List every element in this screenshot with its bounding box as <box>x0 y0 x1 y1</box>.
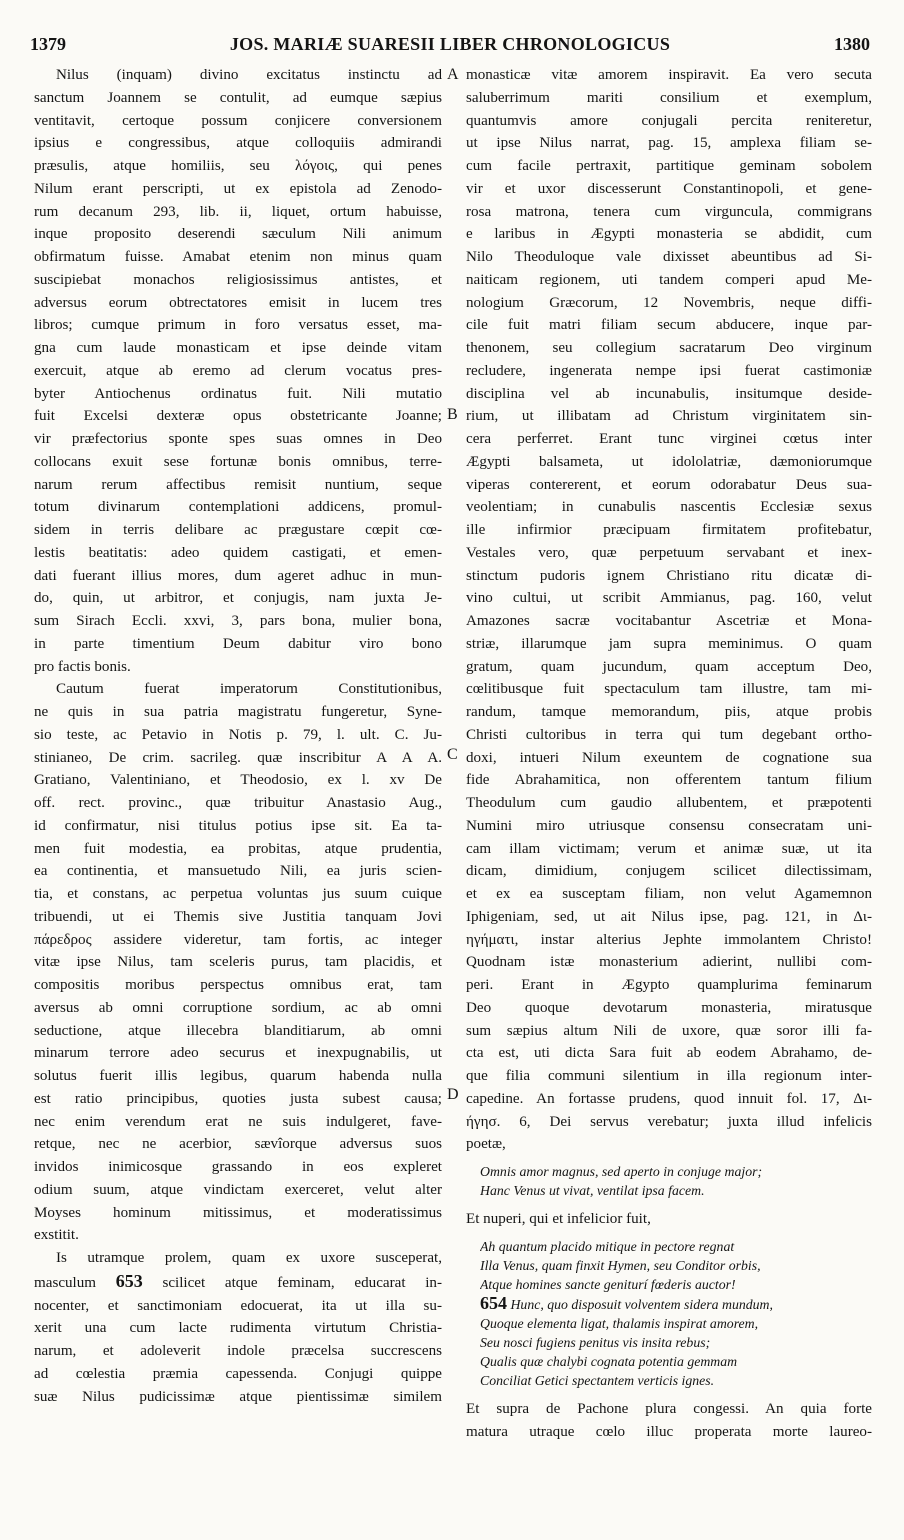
text-line: obfirmatum fuisse. Amabat etenim non minus quam <box>34 249 442 265</box>
text-line: poetæ, <box>466 1136 506 1153</box>
text-line: stinctum pudoris ignem Christiano ritu dicatæ di- <box>466 567 872 584</box>
text-line: ventitavit, certoque possum conjicere conversionem <box>34 112 442 129</box>
text-line: adversus eorum obtrectatores emisit in lucem tres <box>34 294 442 311</box>
text-line: πάρεδρος assidere videretur, tam fortis, ac integer <box>34 931 442 948</box>
text-line: ηγήματι, instar alterius Jephte immolantem Christo! <box>466 931 872 948</box>
text-line: odium suum, atque vindictam exerceret, velut alter <box>34 1181 442 1198</box>
paragraph-1 <box>34 64 442 678</box>
text-line: præsulis, atque homiliis, seu λόγοις, qui penes <box>34 158 442 174</box>
text-line: dati fuerant illius mores, dum ageret adhuc in mun- <box>34 567 442 584</box>
text-line: vir præfectorius sponte spes suas omnes in Deo <box>34 431 442 447</box>
text-line: tribuendi, ut ei Themis sive Justitia tanquam Jovi <box>34 908 442 925</box>
text-line: capedine. An fortasse prudens, quod innuit fol. 17, Δι- <box>466 1090 872 1107</box>
text-line: do, quin, ut arbitror, et conjugis, nam juxta Je- <box>34 590 442 607</box>
text-line: et ex ea susceptam filiam, non velut Agamemnon <box>466 886 872 902</box>
margin-letter-b: B <box>447 406 458 423</box>
text-line: men fuit modestia, ea probitas, atque prudentia, <box>34 840 442 857</box>
paragraph-2 <box>34 678 442 1247</box>
text-line: Hanc Venus ut vivat, ventilat ipsa facem. <box>480 1183 705 1198</box>
text-line: ut ipse Nilus narrat, pag. 15, amplexa filiam se- <box>466 135 872 152</box>
verse-quotation-1 <box>466 1162 872 1200</box>
text-line: Gratiano, Valentiniano, et Theodosio, ex l. xv De <box>34 772 442 789</box>
text-line: seductione, atque illecebra blanditiarum, ab omni <box>34 1022 442 1039</box>
text-line: thenonem, seu collegium sacratarum Deo virginum <box>466 340 872 356</box>
text-line: doxi, intueri Nilum exeuntem de cognatione sua <box>466 749 872 766</box>
verse-line-with-number <box>480 1294 872 1314</box>
text-line: recludere, ingenerata nempe ipsi fuerat castimoniæ <box>466 362 872 379</box>
text-line: byter Antiochenus ordinatus fuit. Nili mutatio <box>34 385 442 402</box>
text-line: Nilum erant perscripti, ut ex epistola ad Zenodo- <box>34 180 442 197</box>
text-line: nec enim verendum erat ne suis indulgeret, fave- <box>34 1113 442 1130</box>
text-line: ήγησ. 6, Dei servus verebatur; juxta illud infelicis <box>466 1113 872 1130</box>
text-line: Cautum fuerat imperatorum Constitutionibus, <box>56 681 442 698</box>
text-line: id confirmatur, nisi titulus potius ipse sit. Ea ta- <box>34 817 442 834</box>
text-line: Atque homines sancte geniturí fœderis auctor! <box>480 1276 736 1292</box>
text-line: Quoque elementa ligat, thalamis inspirat amorem, <box>480 1315 759 1331</box>
text-line: compositis moribus perspectus omnibus erat, tam <box>34 977 442 993</box>
right-column <box>466 64 872 1443</box>
text-line: narum, et adoleverit indole præcelsa succrescens <box>34 1343 442 1359</box>
text-line: sanctum Joannem se contulit, ad eumque sæpius <box>34 89 442 106</box>
text-line: masculum 653 scilicet atque feminam, educarat in- <box>34 1270 442 1291</box>
text-line: Christi cultoribus in terra qui tum degebant ortho- <box>466 726 872 743</box>
text-line: vino cultui, ut scribit Ammianus, pag. 160, velut <box>466 590 872 607</box>
text-line: pro factis bonis. <box>34 658 131 675</box>
text-line: tia, et constans, ac perpetua voluntas jus suum cuique <box>34 886 442 902</box>
text-line: fide Abrahamitica, non offerentem tantum filium <box>466 772 872 789</box>
text-line: ne quis in sua patria magistratu fungeretur, Syne- <box>34 704 442 720</box>
text-line: gna cum laude monasticam et ipse deinde vitam <box>34 340 442 356</box>
verse-quotation-2 <box>466 1237 872 1390</box>
text-line: disciplina vel ab incunabulis, insitumque deside- <box>466 385 872 402</box>
text-line: suæ Nilus pudicissimæ atque pientissimæ similem <box>34 1388 442 1405</box>
text-line: Is utramque prolem, quam ex uxore susceperat, <box>56 1250 442 1266</box>
text-line: exstitit. <box>34 1227 79 1244</box>
text-line: libros; cumque primum in foro versatus esset, ma- <box>34 317 442 334</box>
text-line: est ratio principibus, quoties justa subest causa; <box>34 1090 442 1107</box>
text-line: aversus ab omni corruptione sordium, ac ab omni <box>34 999 442 1016</box>
text-line: ea continentia, et mansuetudo Nili, ea juris scien- <box>34 863 442 880</box>
text-line: minarum terrore adeo securus et inexpugnabilis, ut <box>34 1045 442 1062</box>
text-line: Omnis amor magnus, sed aperto in conjuge major; <box>480 1164 763 1179</box>
text-line: sum sæpius altum Nili de uxore, quæ soror illi fa- <box>466 1022 872 1039</box>
text-line: Et supra de Pachone plura congessi. An quia forte <box>466 1400 872 1417</box>
text-line: vitæ ipse Nilus, tam sceleris purus, tam placidis, et <box>34 954 442 971</box>
text-line: monasticæ vitæ amorem inspiravit. Ea vero secuta <box>466 67 872 83</box>
text-line: e laribus in Ægypti monasteria se abdidit, cum <box>466 226 872 243</box>
text-line: dicam, dimidium, conjugem scilicet dilectissimam, <box>466 863 872 880</box>
text-line: Nilus (inquam) divino excitatus instinctu ad <box>56 67 442 83</box>
text-line: Seu nosci fugiens penitus vis insita rebus; <box>480 1334 711 1350</box>
text-line: exercuit, atque ab eremo ad clerum vocatus pres- <box>34 362 442 379</box>
text-line: sum Sirach Eccli. xxvi, 3, pars bona, mulier bona, <box>34 613 442 629</box>
text-line: sidem in terris delibare ac prægustare cœpit cœ- <box>34 522 442 538</box>
text-line: cera perferret. Erant tunc virginei cœtus inter <box>466 431 872 447</box>
text-line: saluberrimum mariti consilium et exemplum, <box>466 89 872 106</box>
text-line: vir et uxor discesserunt Constantinopoli, et gene- <box>466 180 872 197</box>
text-line: Amazones sacræ vocitabantur Ascetriæ et Mona- <box>466 613 872 629</box>
text-line: que filia communi silentium in illa regionum inter- <box>466 1068 872 1084</box>
left-column <box>34 64 442 1408</box>
text-line: naiticam regionem, uti tandem comperi apud Me- <box>466 271 872 288</box>
text-line: Ægypti balsameta, ut idololatriæ, dæmoniorumque <box>466 453 872 470</box>
text-line: Nilo Theoduloque vale dixisset abeuntibus ad Si- <box>466 249 872 265</box>
text-line: Conciliat Getici spectantem verticis ignes. <box>480 1372 715 1388</box>
text-line: ipsius e congressibus, atque colloquiis admirandi <box>34 135 442 152</box>
text-line: Numini miro utriusque consensu consecratam uni- <box>466 817 872 834</box>
text-line: ad cœlestia præmia capessenda. Conjugi quippe <box>34 1365 442 1382</box>
page-number-right: 1380 <box>834 34 870 54</box>
text-line: Ah quantum placido mitique in pectore regnat <box>480 1238 735 1254</box>
paragraph-3 <box>34 1247 442 1408</box>
text-line: veolentiam; in cunabulis nascentis Ecclesiæ sexus <box>466 499 872 516</box>
running-title: JOS. MARIÆ SUARESII LIBER CHRONOLOGICUS <box>229 34 671 54</box>
text-line: rum decanum 293, lib. ii, liquet, ortum habuisse, <box>34 203 442 220</box>
text-line: Quodnam istæ monasterium adierint, nullibi com- <box>466 954 872 971</box>
text-line: in parte timentium Deum dabitur viro bono <box>34 635 442 652</box>
text-line: Vestales vero, quæ perpetuum servabant et inex- <box>466 544 872 561</box>
margin-letter-c: C <box>447 746 458 763</box>
text-line: suscipiebat monachos religiosissimus antistes, et <box>34 271 442 288</box>
text-line: cile fuit matri filiam secum abducere, inque par- <box>466 317 872 334</box>
running-header <box>30 34 870 64</box>
text-line: matura utraque cœlo illuc properata morte laureo- <box>466 1423 872 1440</box>
text-line: narum rerum affectibus remisit nuntium, seque <box>34 476 442 493</box>
text-line: viperas contererent, et eorum odorabatur Deus sua- <box>466 476 872 493</box>
text-line: cœlitibusque fuit spectaculum tam illustre, tam mi- <box>466 681 872 698</box>
text-line: rium, ut illibatam ad Christum virginitatem sin- <box>466 408 872 425</box>
text-line: Deo quoque devotarum monasteria, miratusque <box>466 999 872 1016</box>
paragraph-right-1 <box>466 64 872 1156</box>
text-line: ille infirmior præcipuam firmitatem profitebatur, <box>466 522 872 538</box>
column-number-654: 654 <box>480 1293 507 1313</box>
text-line: invidos inimicosque grassando in eos expleret <box>34 1159 442 1175</box>
page-number-left: 1379 <box>30 34 66 54</box>
column-number-653: 653 <box>115 1270 143 1291</box>
text-line: fuit Excelsi dexteræ opus obstetricante Joanne; <box>34 408 442 425</box>
text-line: Illa Venus, quam finxit Hymen, seu Conditor orbis, <box>480 1257 761 1273</box>
margin-letter-a: A <box>447 66 459 83</box>
text-line: striæ, illarumque jam supra meminimus. O quam <box>466 635 872 652</box>
text-line: retque, nec ne acerbior, sævîorque adversus suos <box>34 1136 442 1153</box>
text-line: nologium Græcorum, 12 Novembris, neque diffi- <box>466 294 872 311</box>
paragraph-right-last <box>466 1398 872 1444</box>
verse-intro-line: Et nuperi, qui et infelicior fuit, <box>466 1211 651 1227</box>
text-line: randum, tamque memorandum, piis, atque probis <box>466 704 872 720</box>
text-line: Qualis quæ chalybi cognata potentia gemmam <box>480 1353 738 1369</box>
text-line: cam illam victimam; verum et animæ suæ, ut ita <box>466 840 872 857</box>
text-line: solutus fuerit illis legibus, quarum habenda nulla <box>34 1068 442 1084</box>
text-line: Moyses hominum mitissimus, et moderatissimus <box>34 1204 442 1221</box>
text-line: cta est, uti dicta Sara fuit ab eodem Abrahamo, de- <box>466 1045 872 1062</box>
text-line: Iphigeniam, sed, ut ait Nilus ipse, pag. 121, in Δι- <box>466 908 872 925</box>
text-line: stinianeo, De crim. sacrileg. quæ inscribitur A A A. <box>34 749 442 766</box>
text-line: gratum, quam jucundum, quam acceptum Deo, <box>466 658 872 675</box>
text-line: inque proposito deserendi sæculum Nili animum <box>34 226 442 243</box>
text-line: xerit una cum lacte rudimenta virtutum Christia- <box>34 1320 442 1337</box>
text-line: rosa matrona, tenera cum virguncula, commigrans <box>466 203 872 220</box>
verse-quotation-2-part-a <box>480 1237 872 1294</box>
text-line: cum facile pertraxit, partitique geminam sobolem <box>466 158 872 174</box>
text-line: off. rect. provinc., quæ tribuitur Anastasio Aug., <box>34 795 442 811</box>
text-line: peri. Erant in Ægypto quamplurima feminarum <box>466 977 872 993</box>
text-line: Theodulum cum gaudio allubentem, et præpotenti <box>466 795 872 811</box>
text-line: sio teste, ac Petavio in Notis p. 79, l. ult. C. Ju- <box>34 726 442 743</box>
verse-quotation-2-part-b <box>480 1314 872 1390</box>
verse-line-text: Hunc, quo disposuit volventem sidera mundum, <box>510 1296 773 1312</box>
text-line: lestis beatitatis: adeo quidem castigati, et emen- <box>34 544 442 561</box>
text-line: quantumvis amore conjugali percita reniteretur, <box>466 112 872 129</box>
text-line: collocans exuit sese fortunæ bonis omnibus, terre- <box>34 453 442 470</box>
text-line: totum divinarum contemplationi addicens, promul- <box>34 499 442 516</box>
margin-letter-d: D <box>447 1086 459 1103</box>
text-line: nocenter, et sanctimoniam edocuerat, ita ut illa su- <box>34 1297 442 1314</box>
